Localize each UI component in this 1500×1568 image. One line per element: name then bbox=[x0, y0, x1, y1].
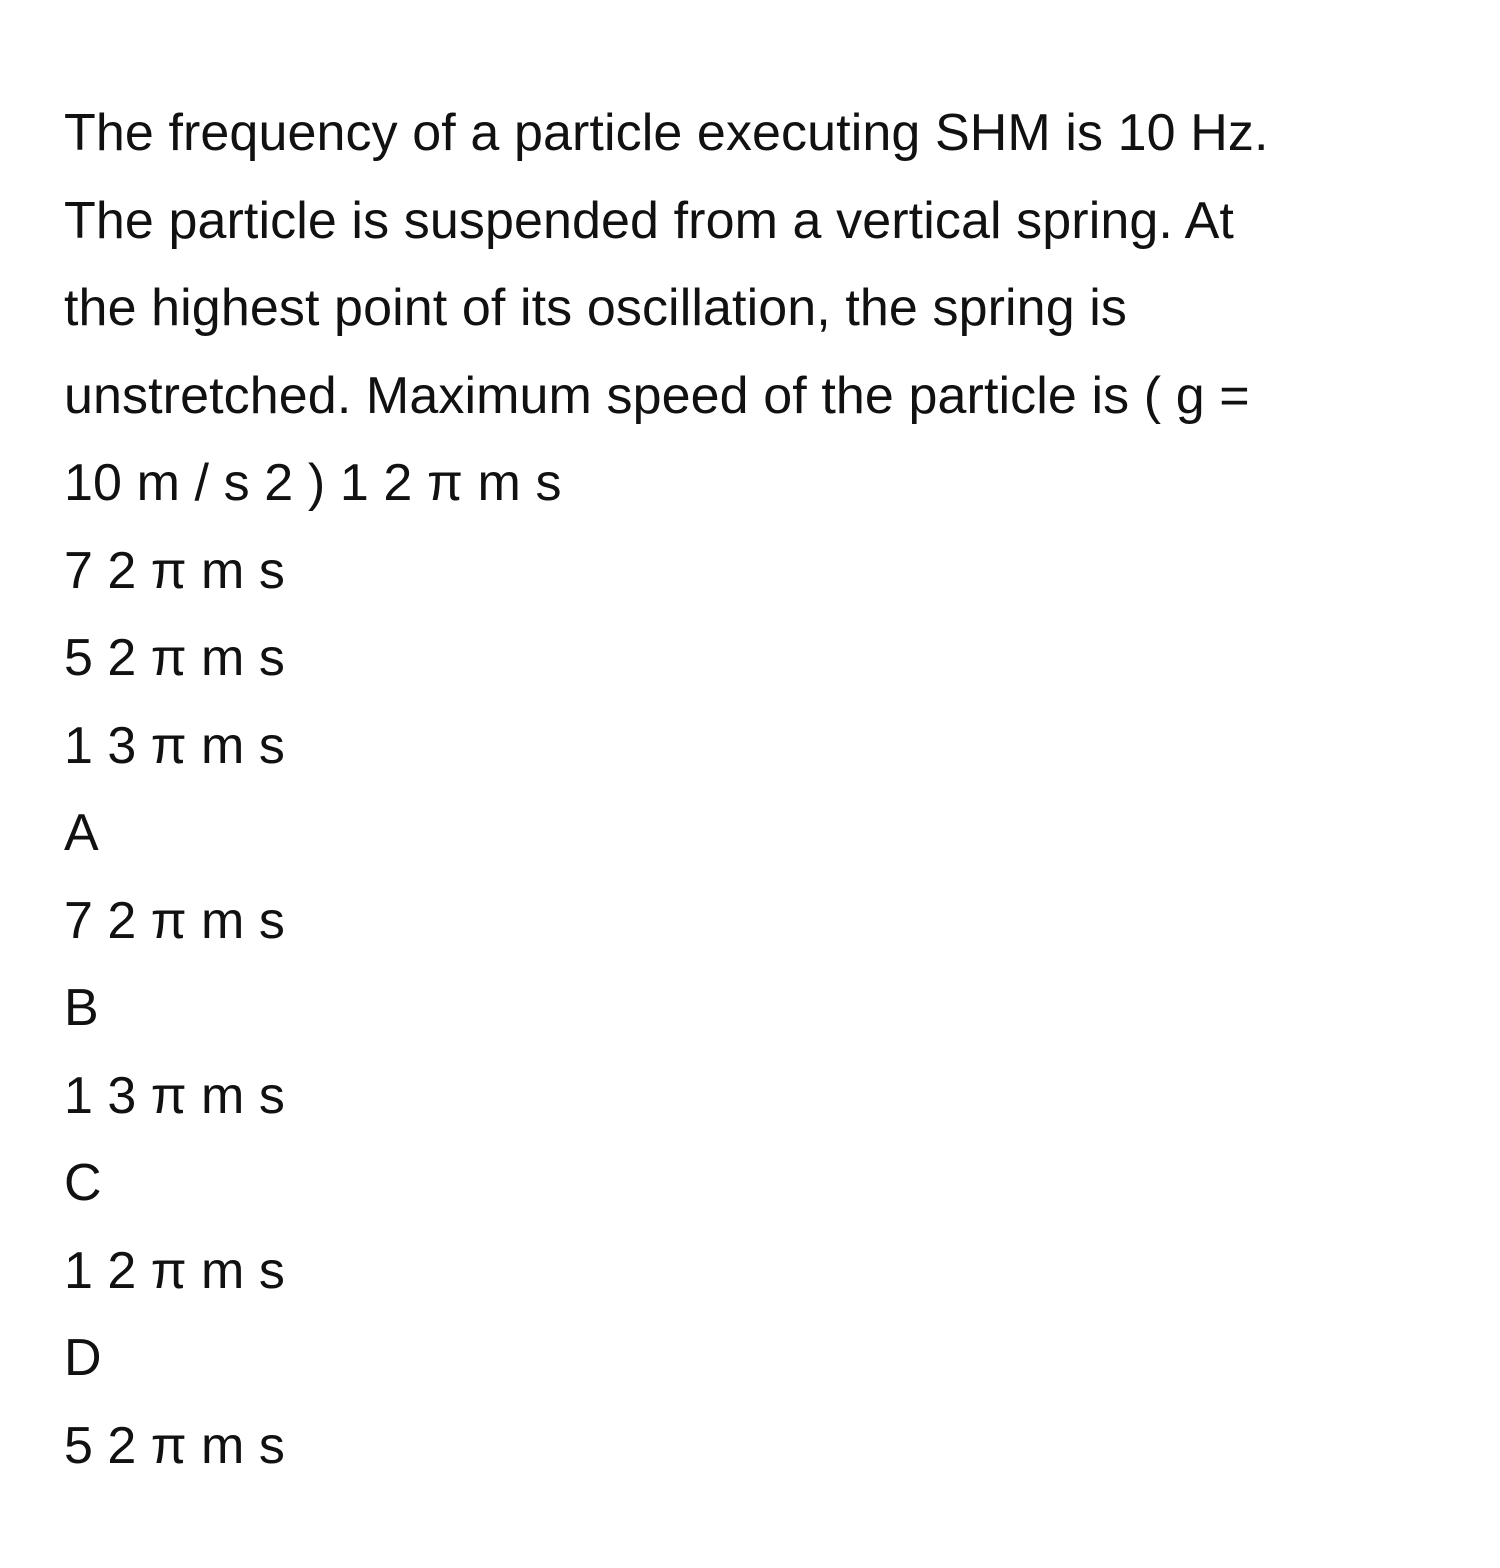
choice-a[interactable] bbox=[64, 790, 1430, 965]
choice-b[interactable] bbox=[64, 965, 1430, 1140]
choice-text: 1 2 π m s bbox=[64, 1241, 285, 1300]
choice-label: D bbox=[64, 1329, 102, 1387]
choice-d[interactable] bbox=[64, 1315, 1430, 1490]
question-line: the highest point of its oscillation, the spring is bbox=[64, 279, 1128, 337]
choice-list bbox=[64, 790, 1430, 1490]
inline-options bbox=[64, 528, 1430, 791]
choice-text: 5 2 π m s bbox=[64, 1416, 285, 1475]
choice-text: 7 2 π m s bbox=[64, 891, 285, 950]
inline-option: 1 3 π m s bbox=[64, 716, 285, 775]
question-line: The particle is suspended from a vertical spring. At bbox=[64, 191, 1234, 250]
question-line: unstretched. Maximum speed of the particle is ( g = bbox=[64, 366, 1250, 425]
inline-option: 5 2 π m s bbox=[64, 629, 285, 687]
question-line: The frequency of a particle executing SHM is 10 Hz. bbox=[64, 104, 1269, 162]
question-text bbox=[64, 90, 1430, 528]
choice-label: B bbox=[64, 979, 99, 1037]
question-line: 10 m / s 2 ) 1 2 π m s bbox=[64, 454, 562, 512]
choice-label: A bbox=[64, 804, 99, 862]
choice-label: C bbox=[64, 1154, 102, 1212]
inline-option: 7 2 π m s bbox=[64, 541, 285, 600]
choice-c[interactable] bbox=[64, 1140, 1430, 1315]
choice-text: 1 3 π m s bbox=[64, 1066, 285, 1125]
